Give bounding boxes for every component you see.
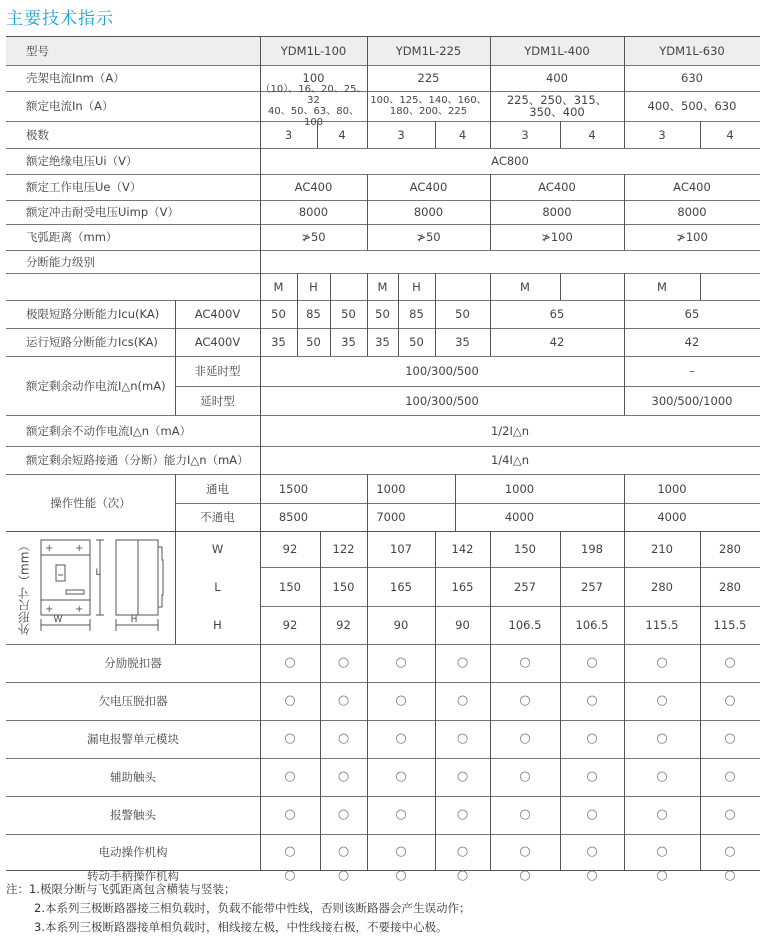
working-voltage-value: AC400	[538, 180, 576, 194]
grid-line	[330, 300, 331, 356]
grid-line	[560, 121, 561, 148]
grid-line	[700, 273, 701, 300]
icu-label: 极限短路分断能力Icu(KA)	[26, 307, 160, 321]
accessory-mark: ○	[456, 655, 469, 670]
dimension-h-value: 92	[336, 618, 351, 632]
accessory-mark: ○	[656, 807, 668, 822]
accessory-mark: ○	[656, 868, 668, 883]
frame-current-value: 630	[681, 71, 703, 85]
rated-current-value	[490, 91, 624, 121]
dimension-l-label: L	[214, 579, 221, 594]
accessory-mark: ○	[337, 731, 350, 746]
arc-distance-label: 飞弧距离（mm）	[26, 230, 118, 244]
grid-line	[560, 273, 561, 300]
accessory-mark: ○	[586, 807, 598, 822]
note-3: 3.本系列三极断路器接单相负载时，相线接左极，中性线接右极，不要接中心极。	[34, 920, 448, 934]
breaking-level-value: H	[412, 279, 421, 294]
breaking-level-value: M	[520, 279, 530, 294]
poles-value: 4	[588, 127, 596, 142]
accessory-mark: ○	[519, 769, 531, 784]
icu-value: 50	[341, 307, 356, 321]
breaking-level-label: 分断能力级别	[26, 254, 95, 269]
breaking-level-value	[435, 273, 490, 300]
accessory-mark: ○	[456, 807, 469, 822]
dimension-l-value: 280	[651, 579, 673, 594]
grid-line	[435, 273, 436, 300]
accessory-mark: ○	[586, 731, 598, 746]
working-voltage-value: AC400	[673, 180, 711, 194]
accessory-mark: ○	[456, 844, 469, 859]
grid-line	[320, 531, 321, 870]
grid-line	[455, 474, 456, 531]
header-model-2: YDM1L-400	[524, 43, 590, 58]
non-operating-label: 额定剩余不动作电流I△n（mA）	[26, 423, 192, 438]
grid-line	[367, 474, 368, 531]
grid-line	[367, 36, 368, 148]
frame-current-value: 225	[417, 71, 440, 85]
frame-current-value: 100	[302, 71, 325, 85]
accessory-mark: ○	[284, 868, 296, 883]
accessory-mark: ○	[456, 731, 469, 746]
grid-line	[624, 531, 625, 870]
accessory-mark: ○	[519, 844, 531, 859]
dimension-w-value: 210	[651, 542, 673, 556]
poles-value: 4	[338, 127, 346, 142]
operation-powered-value: 1000	[657, 481, 687, 496]
note-2: 2.本系列三极断路器接三相负载时，负载不能带中性线，否则该断路器会产生误动作；	[34, 901, 471, 915]
accessory-mark: ○	[395, 807, 407, 822]
dimension-h-value: 115.5	[645, 618, 679, 632]
breaking-level-value: M	[273, 279, 284, 294]
dimension-w-label: W	[211, 542, 224, 556]
operation-powered-value: 1000	[504, 481, 535, 496]
accessory-mark: ○	[586, 655, 598, 670]
grid-line	[560, 531, 561, 870]
header-model-label: 型号	[26, 43, 49, 58]
dimension-w-value: 142	[451, 542, 474, 556]
accessory-mark: ○	[724, 868, 736, 883]
impulse-voltage-value: 8000	[298, 205, 329, 219]
impulse-voltage-value: 8000	[413, 205, 444, 219]
grid-line	[175, 474, 176, 531]
rated-current-line: 40、50、63、80、100	[268, 106, 359, 128]
icu-value: 50	[375, 307, 390, 321]
rated-current-value	[624, 91, 760, 121]
icu-value: 85	[409, 307, 424, 321]
grid-line	[367, 531, 368, 870]
poles-value: 4	[458, 127, 467, 142]
operation-unpowered-label: 不通电	[200, 510, 235, 524]
ics-value: 42	[549, 335, 565, 349]
accessory-label: 辅助触头	[110, 770, 156, 784]
accessory-mark: ○	[519, 731, 531, 746]
rated-current-line: 400、500、630	[647, 99, 737, 113]
accessory-mark: ○	[586, 844, 598, 859]
accessory-mark: ○	[586, 868, 598, 883]
rated-current-value	[260, 84, 367, 128]
header-model-3: YDM1L-630	[659, 43, 725, 58]
grid-line	[624, 36, 625, 148]
breaking-level-value: M	[377, 279, 388, 294]
poles-value: 4	[726, 127, 734, 142]
grid-line	[330, 273, 331, 300]
accessory-mark: ○	[337, 693, 350, 708]
dimensions-label: 外形尺寸（mm）	[17, 539, 32, 635]
accessory-label: 分励脱扣器	[104, 656, 162, 670]
dimension-w-value: 122	[332, 542, 355, 556]
accessory-label: 电动操作机构	[98, 845, 168, 859]
svg-text:+: +	[75, 543, 84, 554]
operation-unpowered-value: 8500	[278, 510, 309, 524]
residual-making-label: 额定剩余短路接通（分断）能力I△n（mA）	[26, 453, 249, 467]
grid-line	[435, 300, 436, 356]
ics-value: 42	[684, 335, 700, 349]
arc-distance-value: ≯50	[416, 230, 441, 244]
ics-value: 35	[455, 335, 470, 349]
accessory-label: 欠电压脱扣器	[98, 694, 168, 708]
grid-line	[317, 121, 318, 148]
frame-current-label: 壳架电流Inm（A）	[26, 71, 125, 85]
arc-distance-value: ≯100	[676, 230, 708, 244]
dimension-h-value: 90	[393, 618, 409, 632]
dimension-h-value: 92	[282, 618, 298, 632]
residual-current-label: 额定剩余动作电流I△n(mA)	[26, 378, 166, 393]
ics-value: 50	[306, 335, 321, 349]
accessory-mark: ○	[395, 844, 407, 859]
svg-text:+: +	[75, 604, 84, 615]
dimension-l-value: 150	[279, 579, 301, 594]
poles-value: 3	[521, 127, 529, 142]
grid-line	[367, 174, 368, 250]
accessory-label: 漏电报警单元模块	[87, 732, 179, 746]
accessory-mark: ○	[456, 693, 469, 708]
ics-value: 50	[409, 335, 424, 349]
arc-distance-value: ≯50	[301, 230, 326, 244]
residual-non-delay-value: 100/300/500	[405, 364, 479, 378]
dimension-h-label: H	[213, 618, 222, 632]
accessory-mark: ○	[337, 807, 350, 822]
grid-line	[398, 273, 399, 300]
accessory-mark: ○	[519, 693, 531, 708]
accessory-mark: ○	[724, 807, 736, 822]
operation-unpowered-value: 4000	[504, 510, 535, 524]
accessory-mark: ○	[724, 693, 736, 708]
working-voltage-value: AC400	[409, 180, 448, 194]
icu-voltage: AC400V	[194, 307, 241, 321]
grid-line	[490, 36, 491, 148]
icu-value: 50	[271, 307, 286, 321]
residual-delay-value: 100/300/500	[405, 393, 479, 408]
accessory-mark: ○	[284, 844, 296, 859]
operation-unpowered-value: 4000	[657, 510, 687, 524]
accessory-mark: ○	[656, 693, 668, 708]
accessory-mark: ○	[337, 655, 350, 670]
impulse-voltage-value: 8000	[542, 205, 572, 219]
operation-unpowered-value: 7000	[376, 510, 406, 524]
dimension-w-value: 150	[514, 542, 536, 556]
accessory-mark: ○	[337, 769, 350, 784]
svg-text:+: +	[45, 543, 54, 554]
diagram-dimension-label: W	[53, 615, 63, 625]
dimension-h-value: 106.5	[575, 618, 609, 632]
grid-line	[175, 531, 176, 644]
grid-line	[297, 300, 298, 356]
dimension-h-value: 115.5	[713, 618, 747, 632]
accessory-mark: ○	[656, 769, 668, 784]
accessory-mark: ○	[586, 693, 598, 708]
poles-label: 极数	[26, 127, 49, 142]
breaking-level-value	[330, 273, 367, 300]
accessory-mark: ○	[395, 731, 407, 746]
icu-value: 85	[306, 307, 321, 321]
grid-line	[624, 356, 625, 415]
grid-line	[700, 121, 701, 148]
ics-voltage: AC400V	[194, 335, 241, 349]
poles-value: 3	[284, 127, 293, 142]
poles-value: 3	[658, 127, 666, 142]
accessory-mark: ○	[284, 693, 296, 708]
working-voltage-label: 额定工作电压Ue（V）	[26, 180, 142, 194]
notes	[6, 880, 470, 937]
rated-current-label: 额定电流In（A）	[26, 99, 114, 113]
header-model-1: YDM1L-225	[395, 43, 462, 58]
header-model-0: YDM1L-100	[280, 43, 347, 58]
accessory-mark: ○	[519, 868, 531, 883]
ics-value: 35	[341, 335, 356, 349]
frame-current-value: 400	[546, 71, 568, 85]
accessory-mark: ○	[724, 731, 736, 746]
accessory-mark: ○	[724, 655, 736, 670]
residual-making-value: 1/4I△n	[490, 453, 530, 467]
accessory-mark: ○	[395, 868, 407, 883]
grid-line	[367, 273, 368, 356]
dimension-l-value: 165	[451, 579, 474, 594]
impulse-voltage-label: 额定冲击耐受电压Uimp（V）	[26, 205, 179, 219]
insulation-voltage-value: AC800	[491, 154, 529, 168]
ics-value: 35	[375, 335, 390, 349]
accessory-mark: ○	[456, 868, 469, 883]
grid-line	[435, 121, 436, 148]
dimension-w-value: 92	[282, 542, 298, 556]
working-voltage-value: AC400	[294, 180, 333, 194]
breaking-level-value	[560, 273, 624, 300]
accessory-label: 转动手柄操作机构	[87, 869, 179, 883]
diagram-dimension-label: H	[130, 615, 138, 625]
accessory-mark: ○	[395, 769, 407, 784]
accessory-mark: ○	[519, 807, 531, 822]
grid-line	[624, 273, 625, 356]
arc-distance-value: ≯100	[541, 230, 573, 244]
accessory-mark: ○	[456, 769, 469, 784]
grid-line	[624, 474, 625, 531]
accessory-mark: ○	[337, 844, 350, 859]
breaking-level-value	[700, 273, 760, 300]
dimension-w-value: 280	[719, 542, 741, 556]
residual-non-delay-value-630: –	[689, 364, 695, 378]
dimension-w-value: 198	[581, 542, 603, 556]
accessory-mark: ○	[284, 769, 296, 784]
diagram-dimension-label: L	[95, 568, 101, 578]
dimension-h-value: 106.5	[508, 618, 542, 632]
grid-line	[435, 531, 436, 870]
operation-powered-value: 1000	[376, 481, 406, 496]
breaking-level-value: H	[309, 279, 318, 294]
grid-line	[490, 273, 491, 356]
svg-text:+: +	[45, 604, 54, 615]
breaking-level-value: M	[657, 279, 667, 294]
poles-value: 3	[397, 127, 405, 142]
residual-delay-label: 延时型	[200, 393, 235, 408]
accessory-mark: ○	[586, 769, 598, 784]
dimension-l-value: 150	[332, 579, 355, 594]
grid-line	[700, 531, 701, 870]
accessory-label: 报警触头	[110, 808, 156, 822]
rated-current-line: 100、125、140、160、	[370, 95, 487, 106]
rated-current-value	[367, 91, 490, 121]
accessory-mark: ○	[395, 693, 407, 708]
operation-powered-label: 通电	[206, 481, 229, 496]
grid-line	[398, 300, 399, 356]
accessory-mark: ○	[519, 655, 531, 670]
accessory-mark: ○	[284, 655, 296, 670]
accessory-mark: ○	[284, 731, 296, 746]
grid-line	[624, 174, 625, 250]
accessory-mark: ○	[656, 655, 668, 670]
accessory-mark: ○	[284, 807, 296, 822]
dimension-l-value: 257	[514, 579, 536, 594]
dimension-l-value: 280	[719, 579, 741, 594]
page-title: 主要技术指示	[6, 9, 114, 29]
accessory-mark: ○	[724, 769, 736, 784]
accessory-mark: ○	[656, 731, 668, 746]
grid-line	[490, 531, 491, 870]
icu-value: 50	[455, 307, 470, 321]
dimension-h-value: 90	[455, 618, 470, 632]
dimension-w-value: 107	[390, 542, 412, 556]
icu-value: 65	[549, 307, 565, 321]
grid-line	[297, 273, 298, 300]
rated-current-line: 225、250、315、	[506, 93, 608, 107]
grid-line	[490, 174, 491, 250]
impulse-voltage-value: 8000	[677, 205, 707, 219]
note-1: 注：1.极限分断与飞弧距离包含横装与竖装；	[6, 882, 236, 896]
ics-value: 35	[271, 335, 286, 349]
accessory-mark: ○	[395, 655, 407, 670]
grid-line	[175, 300, 176, 415]
insulation-voltage-label: 额定绝缘电压Ui（V）	[26, 154, 138, 168]
accessory-mark: ○	[337, 868, 350, 883]
residual-delay-value-630: 300/500/1000	[651, 393, 733, 408]
dimension-l-value: 165	[390, 579, 412, 594]
rated-current-line: 180、200、225	[389, 106, 468, 117]
accessory-mark: ○	[656, 844, 668, 859]
accessory-mark: ○	[724, 844, 736, 859]
residual-non-delay-label: 非延时型	[194, 364, 241, 378]
icu-value: 65	[684, 307, 700, 321]
rated-current-line: （10）、16、20、25、32	[260, 84, 367, 106]
grid-line	[260, 36, 261, 870]
operation-powered-value: 1500	[278, 481, 309, 496]
operation-label: 操作性能（次）	[50, 495, 131, 510]
rated-current-line: 350、400	[529, 105, 585, 119]
non-operating-value: 1/2I△n	[490, 423, 530, 438]
ics-label: 运行短路分断能力Ics(KA)	[26, 335, 158, 349]
dimension-l-value: 257	[581, 579, 603, 594]
